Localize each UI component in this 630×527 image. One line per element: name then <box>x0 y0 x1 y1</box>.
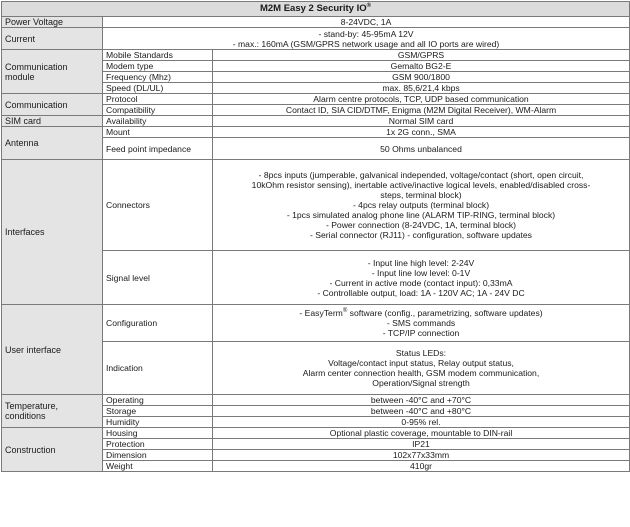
value-speed: max. 85,6/21,4 kbps <box>213 83 630 94</box>
title-text: M2M Easy 2 Security IO <box>259 3 367 14</box>
category-interfaces: Interfaces <box>2 160 103 305</box>
key-connectors: Connectors <box>103 160 213 251</box>
row-power-voltage <box>2 17 630 28</box>
config-easyterm-rest: software (config., parametrizing, software updates) <box>347 308 543 318</box>
key-indication: Indication <box>103 342 213 395</box>
config-line <box>216 308 626 318</box>
row-mount <box>2 127 630 138</box>
value-compatibility: Contact ID, SIA CID/DTMF, Enigma (M2M Digital Receiver), WM-Alarm <box>213 105 630 116</box>
key-feed-point: Feed point impedance <box>103 138 213 160</box>
current-max: - max.: 160mA (GSM/GPRS network usage and all IO ports are wired) <box>232 38 500 49</box>
category-communication: Communication <box>2 94 103 116</box>
specification-table <box>1 1 630 472</box>
value-feed-point: 50 Ohms unbalanced <box>213 138 630 160</box>
signal-line: - Controllable output, load: 1A - 120V AC; 1A - 24V DC <box>317 287 525 298</box>
connector-line: steps, terminal block) <box>380 190 462 200</box>
connector-line: 10kOhm resistor sensing), inertable active/inactive logical levels, enabled/disabled cross- <box>251 180 591 190</box>
connector-line: - Power connection (8-24VDC, 1A, terminal block) <box>325 220 517 230</box>
key-mobile-standards: Mobile Standards <box>103 50 213 61</box>
key-humidity: Humidity <box>103 417 213 428</box>
category-current: Current <box>2 28 103 50</box>
value-dimension: 102x77x33mm <box>213 450 630 461</box>
key-dimension: Dimension <box>103 450 213 461</box>
value-indication <box>213 342 630 395</box>
value-mount: 1x 2G conn., SMA <box>213 127 630 138</box>
value-mobile-standards: GSM/GPRS <box>213 50 630 61</box>
value-storage: between -40°C and +80°C <box>213 406 630 417</box>
value-availability: Normal SIM card <box>213 116 630 127</box>
key-availability: Availability <box>103 116 213 127</box>
key-housing: Housing <box>103 428 213 439</box>
value-current <box>103 28 630 50</box>
signal-line: - Input line low level: 0-1V <box>371 267 471 278</box>
connector-line: - Serial connector (RJ11) - configuration, software updates <box>310 230 532 240</box>
value-protection: IP21 <box>213 439 630 450</box>
key-speed: Speed (DL/UL) <box>103 83 213 94</box>
row-operating <box>2 395 630 406</box>
category-antenna: Antenna <box>2 127 103 160</box>
category-construction: Construction <box>2 428 103 472</box>
indication-line: Voltage/contact input status, Relay output status, <box>328 358 514 368</box>
value-connectors <box>213 160 630 251</box>
category-temperature: Temperature, conditions <box>2 395 103 428</box>
connector-line: - 4pcs relay outputs (terminal block) <box>352 200 490 210</box>
spec-sheet <box>1 1 629 472</box>
category-user-interface: User interface <box>2 305 103 395</box>
table-title <box>2 2 630 17</box>
config-easyterm: - EasyTerm <box>299 308 343 318</box>
row-connectors <box>2 160 630 251</box>
value-humidity: 0-95% rel. <box>213 417 630 428</box>
signal-line: - Input line high level: 2-24V <box>367 257 475 268</box>
key-frequency: Frequency (Mhz) <box>103 72 213 83</box>
row-configuration <box>2 305 630 342</box>
connector-line: - 1pcs simulated analog phone line (ALARM TIP-RING, terminal block) <box>286 210 556 220</box>
value-configuration <box>213 305 630 342</box>
indication-line: Status LEDs: <box>395 348 447 358</box>
key-protocol: Protocol <box>103 94 213 105</box>
key-operating: Operating <box>103 395 213 406</box>
registered-mark: ® <box>366 2 372 9</box>
category-power-voltage: Power Voltage <box>2 17 103 28</box>
value-weight: 410gr <box>213 461 630 472</box>
indication-line: Alarm center connection health, GSM modem communication, <box>302 368 540 378</box>
category-sim-card: SIM card <box>2 116 103 127</box>
category-communication-module: Communication module <box>2 50 103 94</box>
row-mobile-standards <box>2 50 630 61</box>
key-mount: Mount <box>103 127 213 138</box>
signal-line: - Current in active mode (contact input): 0,33mA <box>329 277 513 288</box>
value-frequency: GSM 900/1800 <box>213 72 630 83</box>
row-protocol <box>2 94 630 105</box>
key-compatibility: Compatibility <box>103 105 213 116</box>
value-modem-type: Gemalto BG2-E <box>213 61 630 72</box>
row-housing <box>2 428 630 439</box>
key-protection: Protection <box>103 439 213 450</box>
value-operating: between -40°C and +70°C <box>213 395 630 406</box>
config-line: - TCP/IP connection <box>382 328 460 338</box>
title-row <box>2 2 630 17</box>
value-protocol: Alarm centre protocols, TCP, UDP based communication <box>213 94 630 105</box>
connector-line: - 8pcs inputs (jumperable, galvanical independed, voltage/contact (short, open circuit, <box>258 170 584 180</box>
key-storage: Storage <box>103 406 213 417</box>
value-power-voltage: 8-24VDC, 1A <box>103 17 630 28</box>
row-sim-card <box>2 116 630 127</box>
registered-mark: ® <box>342 308 348 315</box>
key-modem-type: Modem type <box>103 61 213 72</box>
value-signal-level <box>213 251 630 305</box>
value-housing: Optional plastic coverage, mountable to DIN-rail <box>213 428 630 439</box>
row-current <box>2 28 630 50</box>
key-weight: Weight <box>103 461 213 472</box>
key-configuration: Configuration <box>103 305 213 342</box>
current-standby: - stand-by: 45-95mA 12V <box>318 28 414 39</box>
config-line: - SMS commands <box>386 318 456 328</box>
indication-line: Operation/Signal strength <box>372 378 470 388</box>
key-signal-level: Signal level <box>103 251 213 305</box>
